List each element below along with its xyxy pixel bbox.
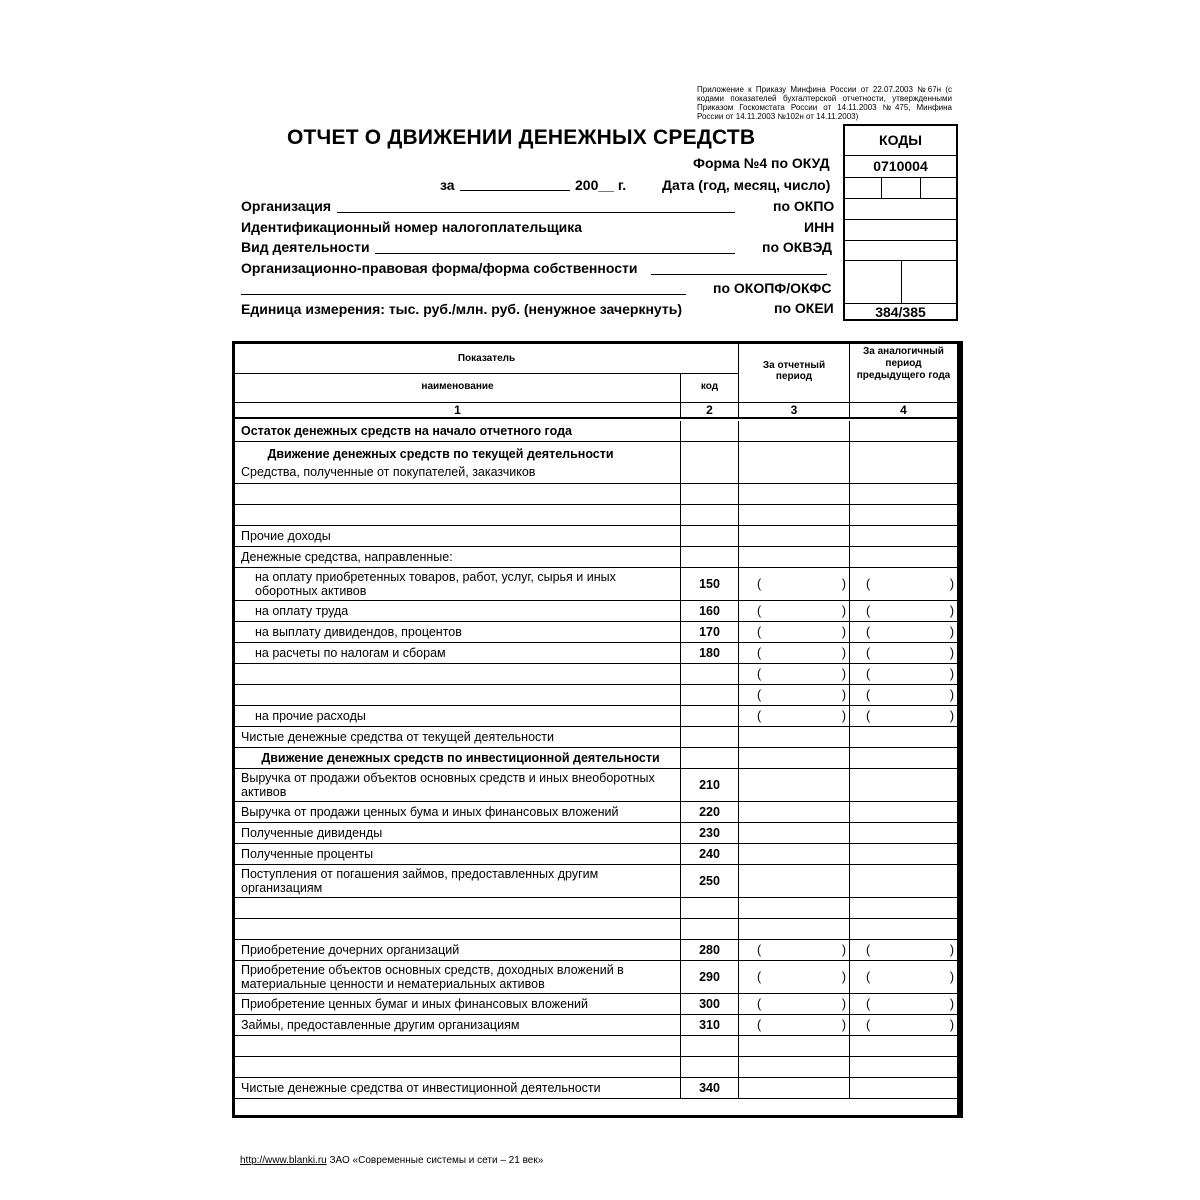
close-paren: ) bbox=[949, 970, 954, 984]
current-period-value[interactable] bbox=[739, 748, 850, 768]
row-code bbox=[681, 484, 739, 504]
period-field[interactable] bbox=[460, 190, 570, 191]
okei-code: 384/385 bbox=[845, 303, 956, 321]
previous-period-value[interactable] bbox=[850, 547, 957, 567]
close-paren: ) bbox=[841, 604, 846, 618]
row-code bbox=[681, 442, 739, 483]
okved-label: по ОКВЭД bbox=[762, 239, 833, 255]
previous-period-value[interactable] bbox=[850, 685, 957, 705]
open-paren: ( bbox=[866, 646, 871, 660]
table-row bbox=[235, 706, 957, 727]
previous-period-value[interactable] bbox=[850, 769, 957, 801]
current-period-value[interactable] bbox=[739, 547, 850, 567]
row-name: на расчеты по налогам и сборам bbox=[235, 643, 681, 663]
previous-period-value[interactable] bbox=[850, 1078, 957, 1098]
table-row bbox=[235, 1036, 957, 1057]
close-paren: ) bbox=[949, 604, 954, 618]
current-period-value[interactable] bbox=[739, 994, 850, 1014]
row-code bbox=[681, 685, 739, 705]
row-code: 180 bbox=[681, 643, 739, 663]
table-row bbox=[235, 865, 957, 898]
legal-form-field-2[interactable] bbox=[241, 294, 686, 295]
current-period-value[interactable] bbox=[739, 961, 850, 993]
table-row bbox=[235, 526, 957, 547]
close-paren: ) bbox=[949, 709, 954, 723]
close-paren: ) bbox=[841, 625, 846, 639]
previous-period-value[interactable] bbox=[850, 706, 957, 726]
open-paren: ( bbox=[757, 646, 762, 660]
close-paren: ) bbox=[841, 997, 846, 1011]
current-period-value[interactable] bbox=[739, 898, 850, 918]
close-paren: ) bbox=[949, 646, 954, 660]
row-code bbox=[681, 919, 739, 939]
open-paren: ( bbox=[757, 667, 762, 681]
previous-period-value[interactable] bbox=[850, 802, 957, 822]
open-paren: ( bbox=[866, 577, 871, 591]
inn-code-field[interactable] bbox=[845, 219, 956, 240]
row-code: 210 bbox=[681, 769, 739, 801]
previous-period-value[interactable] bbox=[850, 1015, 957, 1035]
head-previous-period: За аналогичный период предыдущего года bbox=[856, 346, 951, 381]
table-row bbox=[235, 994, 957, 1015]
row-code: 340 bbox=[681, 1078, 739, 1098]
row-code bbox=[681, 1036, 739, 1056]
head-code: код bbox=[700, 381, 719, 392]
table-row bbox=[235, 664, 957, 685]
open-paren: ( bbox=[757, 604, 762, 618]
table-row bbox=[235, 622, 957, 643]
table-row bbox=[235, 844, 957, 865]
open-paren: ( bbox=[757, 688, 762, 702]
row-name: на оплату труда bbox=[235, 601, 681, 621]
previous-period-value[interactable] bbox=[850, 898, 957, 918]
table-row bbox=[235, 601, 957, 622]
row-code bbox=[681, 706, 739, 726]
okopf-label: по ОКОПФ/ОКФС bbox=[713, 280, 832, 296]
close-paren: ) bbox=[841, 688, 846, 702]
inn-label: ИНН bbox=[804, 219, 835, 235]
row-code: 160 bbox=[681, 601, 739, 621]
row-name: на выплату дивидендов, процентов bbox=[235, 622, 681, 642]
current-period-value[interactable] bbox=[739, 643, 850, 663]
open-paren: ( bbox=[757, 625, 762, 639]
previous-period-value[interactable] bbox=[850, 844, 957, 864]
open-paren: ( bbox=[757, 1018, 762, 1032]
row-code: 310 bbox=[681, 1015, 739, 1035]
date-code-field[interactable] bbox=[845, 177, 956, 198]
cash-flow-table bbox=[232, 341, 963, 1118]
row-name: Полученные проценты bbox=[235, 844, 681, 864]
row-name bbox=[235, 484, 681, 504]
order-reference-note: Приложение к Приказу Минфина России от 22.07.2003 №67н (с кодами показателей бухгалтерской отчетности, утвержденными Приказом Госкомстата России от 14.11.2003 №475, Минфина России от 14.11.2003 №102н от 14.11.2003) bbox=[697, 85, 952, 121]
inn-row-label: Идентификационный номер налогоплательщика bbox=[241, 219, 583, 235]
row-name: Приобретение дочерних организаций bbox=[235, 940, 681, 960]
date-label: Дата (год, месяц, число) bbox=[662, 177, 831, 193]
table-row bbox=[235, 1057, 957, 1078]
okei-label: по ОКЕИ bbox=[774, 300, 834, 316]
previous-period-value[interactable] bbox=[850, 664, 957, 684]
previous-period-value[interactable] bbox=[850, 505, 957, 525]
close-paren: ) bbox=[949, 997, 954, 1011]
previous-period-value[interactable] bbox=[850, 727, 957, 747]
close-paren: ) bbox=[949, 688, 954, 702]
row-name: Движение денежных средств по текущей деятельности Средства, полученные от покупателей, заказчиков bbox=[235, 442, 681, 483]
close-paren: ) bbox=[949, 625, 954, 639]
current-period-value[interactable] bbox=[739, 568, 850, 600]
close-paren: ) bbox=[841, 709, 846, 723]
table-row bbox=[235, 1078, 957, 1099]
previous-period-value[interactable] bbox=[850, 1057, 957, 1077]
open-paren: ( bbox=[866, 943, 871, 957]
row-name bbox=[235, 1036, 681, 1056]
row-code: 300 bbox=[681, 994, 739, 1014]
open-paren: ( bbox=[757, 970, 762, 984]
document-title: ОТЧЕТ О ДВИЖЕНИИ ДЕНЕЖНЫХ СРЕДСТВ bbox=[287, 126, 756, 149]
open-paren: ( bbox=[866, 688, 871, 702]
close-paren: ) bbox=[841, 970, 846, 984]
okved-code-field[interactable] bbox=[845, 240, 956, 260]
row-name: Остаток денежных средств на начало отчетного года bbox=[235, 421, 681, 441]
table-row bbox=[235, 748, 957, 769]
row-name: Чистые денежные средства от инвестиционной деятельности bbox=[235, 1078, 681, 1098]
table-row bbox=[235, 484, 957, 505]
row-name: на прочие расходы bbox=[235, 706, 681, 726]
col-num-4: 4 bbox=[900, 403, 907, 417]
okud-code: 0710004 bbox=[845, 155, 956, 177]
codes-box bbox=[843, 124, 958, 321]
close-paren: ) bbox=[841, 1018, 846, 1032]
open-paren: ( bbox=[757, 943, 762, 957]
open-paren: ( bbox=[866, 997, 871, 1011]
row-name: Выручка от продажи объектов основных средств и иных внеоборотных активов bbox=[235, 769, 681, 801]
current-period-value[interactable] bbox=[739, 919, 850, 939]
current-period-value[interactable] bbox=[739, 1078, 850, 1098]
current-period-value[interactable] bbox=[739, 442, 850, 483]
open-paren: ( bbox=[866, 709, 871, 723]
period-year: 200__ г. bbox=[575, 177, 627, 193]
head-indicator: Показатель bbox=[457, 353, 516, 364]
table-row bbox=[235, 1015, 957, 1036]
table-head-numbers bbox=[235, 403, 957, 419]
open-paren: ( bbox=[866, 604, 871, 618]
previous-period-value[interactable] bbox=[850, 526, 957, 546]
current-period-value[interactable] bbox=[739, 421, 850, 441]
previous-period-value[interactable] bbox=[850, 484, 957, 504]
close-paren: ) bbox=[949, 667, 954, 681]
row-code bbox=[681, 664, 739, 684]
row-name bbox=[235, 505, 681, 525]
legal-form-label: Организационно-правовая форма/форма собственности bbox=[241, 260, 638, 276]
table-row bbox=[235, 727, 957, 748]
row-code bbox=[681, 505, 739, 525]
table-row bbox=[235, 547, 957, 568]
row-name: на оплату приобретенных товаров, работ, услуг, сырья и иных оборотных активов bbox=[235, 568, 681, 600]
current-period-value[interactable] bbox=[739, 685, 850, 705]
previous-period-value[interactable] bbox=[850, 568, 957, 600]
table-row bbox=[235, 505, 957, 526]
current-period-value[interactable] bbox=[739, 769, 850, 801]
table-row bbox=[235, 898, 957, 919]
row-code: 250 bbox=[681, 865, 739, 897]
current-period-value[interactable] bbox=[739, 664, 850, 684]
row-code: 220 bbox=[681, 802, 739, 822]
row-name bbox=[235, 685, 681, 705]
previous-period-value[interactable] bbox=[850, 748, 957, 768]
current-period-value[interactable] bbox=[739, 1036, 850, 1056]
current-period-value[interactable] bbox=[739, 865, 850, 897]
row-code: 150 bbox=[681, 568, 739, 600]
col-num-1: 1 bbox=[235, 403, 681, 417]
table-row bbox=[235, 940, 957, 961]
organization-field[interactable] bbox=[337, 212, 735, 213]
row-code: 290 bbox=[681, 961, 739, 993]
current-period-value[interactable] bbox=[739, 706, 850, 726]
table-row bbox=[235, 802, 957, 823]
okpo-label: по ОКПО bbox=[773, 198, 835, 214]
row-code bbox=[681, 727, 739, 747]
open-paren: ( bbox=[866, 1018, 871, 1032]
col-num-2: 2 bbox=[681, 403, 739, 417]
head-name: наименование bbox=[421, 381, 494, 392]
footer-company: ЗАО «Современные системы и сети – 21 век» bbox=[329, 1155, 544, 1166]
open-paren: ( bbox=[866, 625, 871, 639]
row-name: Денежные средства, направленные: bbox=[235, 547, 681, 567]
col-num-3: 3 bbox=[739, 403, 850, 417]
previous-period-value[interactable] bbox=[850, 823, 957, 843]
row-code bbox=[681, 898, 739, 918]
table-row bbox=[235, 685, 957, 706]
row-name bbox=[235, 919, 681, 939]
previous-period-value[interactable] bbox=[850, 961, 957, 993]
row-name: Полученные дивиденды bbox=[235, 823, 681, 843]
legal-form-field[interactable] bbox=[651, 274, 827, 275]
row-code bbox=[681, 526, 739, 546]
table-row bbox=[235, 568, 957, 601]
open-paren: ( bbox=[866, 667, 871, 681]
current-period-value[interactable] bbox=[739, 940, 850, 960]
current-period-value[interactable] bbox=[739, 1015, 850, 1035]
row-name: Поступления от погашения займов, предоставленных другим организациям bbox=[235, 865, 681, 897]
row-name bbox=[235, 1057, 681, 1077]
open-paren: ( bbox=[757, 709, 762, 723]
current-period-value[interactable] bbox=[739, 505, 850, 525]
row-name: Займы, предоставленные другим организациям bbox=[235, 1015, 681, 1035]
close-paren: ) bbox=[841, 577, 846, 591]
row-code bbox=[681, 748, 739, 768]
current-period-value[interactable] bbox=[739, 727, 850, 747]
footer-link[interactable]: http://www.blanki.ru bbox=[240, 1155, 327, 1166]
table-row bbox=[235, 421, 957, 442]
row-name bbox=[235, 664, 681, 684]
codes-header: КОДЫ bbox=[879, 132, 922, 148]
current-period-value[interactable] bbox=[739, 802, 850, 822]
okpo-code-field[interactable] bbox=[845, 198, 956, 219]
table-row bbox=[235, 823, 957, 844]
previous-period-value[interactable] bbox=[850, 643, 957, 663]
head-current-period: За отчетный период bbox=[762, 360, 826, 382]
row-code: 240 bbox=[681, 844, 739, 864]
previous-period-value[interactable] bbox=[850, 1036, 957, 1056]
row-name: Движение денежных средств по инвестиционной деятельности bbox=[235, 748, 681, 768]
table-head bbox=[235, 344, 957, 403]
activity-label: Вид деятельности bbox=[241, 239, 370, 255]
table-row bbox=[235, 643, 957, 664]
close-paren: ) bbox=[841, 646, 846, 660]
current-period-value[interactable] bbox=[739, 484, 850, 504]
close-paren: ) bbox=[841, 943, 846, 957]
current-period-value[interactable] bbox=[739, 1057, 850, 1077]
current-period-value[interactable] bbox=[739, 823, 850, 843]
open-paren: ( bbox=[866, 970, 871, 984]
current-period-value[interactable] bbox=[739, 844, 850, 864]
current-period-value[interactable] bbox=[739, 622, 850, 642]
activity-field[interactable] bbox=[375, 253, 735, 254]
footer bbox=[240, 1155, 543, 1166]
unit-label: Единица измерения: тыс. руб./млн. руб. (ненужное зачеркнуть) bbox=[241, 301, 682, 317]
row-code bbox=[681, 421, 739, 441]
period-prefix: за bbox=[440, 177, 455, 193]
previous-period-value[interactable] bbox=[850, 940, 957, 960]
table-row bbox=[235, 442, 957, 484]
previous-period-value[interactable] bbox=[850, 919, 957, 939]
row-name: Приобретение ценных бумаг и иных финансовых вложений bbox=[235, 994, 681, 1014]
previous-period-value[interactable] bbox=[850, 622, 957, 642]
okopf-okfs-code-field[interactable] bbox=[845, 260, 956, 303]
open-paren: ( bbox=[757, 997, 762, 1011]
row-code bbox=[681, 547, 739, 567]
previous-period-value[interactable] bbox=[850, 994, 957, 1014]
previous-period-value[interactable] bbox=[850, 442, 957, 483]
current-period-value[interactable] bbox=[739, 601, 850, 621]
row-name: Выручка от продажи ценных бума и иных финансовых вложений bbox=[235, 802, 681, 822]
close-paren: ) bbox=[949, 577, 954, 591]
previous-period-value[interactable] bbox=[850, 865, 957, 897]
table-row bbox=[235, 961, 957, 994]
row-name: Чистые денежные средства от текущей деятельности bbox=[235, 727, 681, 747]
close-paren: ) bbox=[949, 1018, 954, 1032]
current-period-value[interactable] bbox=[739, 526, 850, 546]
table-row bbox=[235, 919, 957, 940]
row-name bbox=[235, 898, 681, 918]
form-okud-label: Форма №4 по ОКУД bbox=[693, 155, 830, 171]
row-name: Приобретение объектов основных средств, доходных вложений в материальные ценности и нематериальных активов bbox=[235, 961, 681, 993]
close-paren: ) bbox=[949, 943, 954, 957]
close-paren: ) bbox=[841, 667, 846, 681]
row-name: Прочие доходы bbox=[235, 526, 681, 546]
previous-period-value[interactable] bbox=[850, 421, 957, 441]
row-code bbox=[681, 1057, 739, 1077]
row-code: 170 bbox=[681, 622, 739, 642]
row-code: 280 bbox=[681, 940, 739, 960]
table-row bbox=[235, 769, 957, 802]
organization-label: Организация bbox=[241, 198, 332, 214]
previous-period-value[interactable] bbox=[850, 601, 957, 621]
open-paren: ( bbox=[757, 577, 762, 591]
row-code: 230 bbox=[681, 823, 739, 843]
